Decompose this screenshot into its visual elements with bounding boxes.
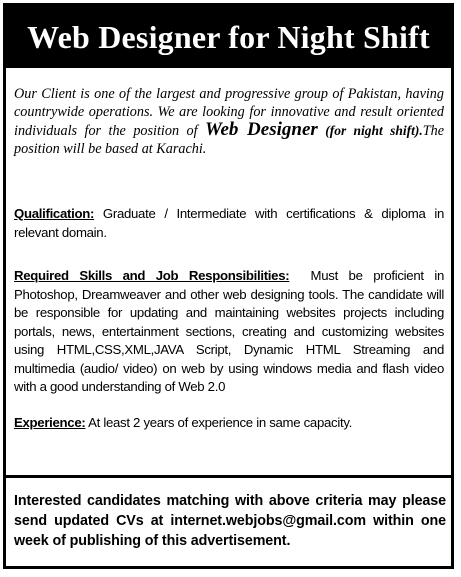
- application-instructions: Interested candidates matching with above criteria may please send updated CVs at internet.webjobs@gmail.com within one week of publishing of this advertisement.: [14, 493, 446, 549]
- qualification-section: [14, 205, 444, 242]
- job-advertisement: [3, 3, 454, 569]
- ad-title: Web Designer for Night Shift: [6, 6, 451, 68]
- skills-section: [14, 267, 448, 397]
- qualification-text: Graduate / Intermediate with certifications & diploma in relevant domain.: [14, 206, 444, 240]
- intro-paragraph: [14, 85, 444, 158]
- location-text: The position will be based at Karachi.: [14, 123, 445, 157]
- skills-label: Required Skills and Job Responsibilities:: [14, 268, 290, 283]
- experience-section: [14, 414, 444, 433]
- experience-label: Experience:: [14, 415, 86, 430]
- experience-text: At least 2 years of experience in same capacity.: [85, 415, 353, 430]
- intro-text: Our Client is one of the largest and progressive group of Pakistan, having countrywide operations. We are looking for innovative and result oriented individuals for the position of: [14, 86, 444, 139]
- qualification-label: Qualification:: [14, 206, 95, 221]
- ad-body-box: [6, 68, 451, 478]
- shift-note: (for night shift).: [325, 123, 423, 138]
- skills-text: Must be proficient in Photoshop, Dreamweaver and other web designing tools. The candidate will be responsible for updating and maintaining websites projects including portals, news, entertainment sections, creating and customizing websites using HTML,CSS,XML,JAVA Script, Dynamic HTML Streaming and multimedia (audio/ video) on web by using windows media and flash video with a good understanding of Web 2.0: [14, 268, 448, 394]
- position-name: Web Designer: [204, 119, 318, 140]
